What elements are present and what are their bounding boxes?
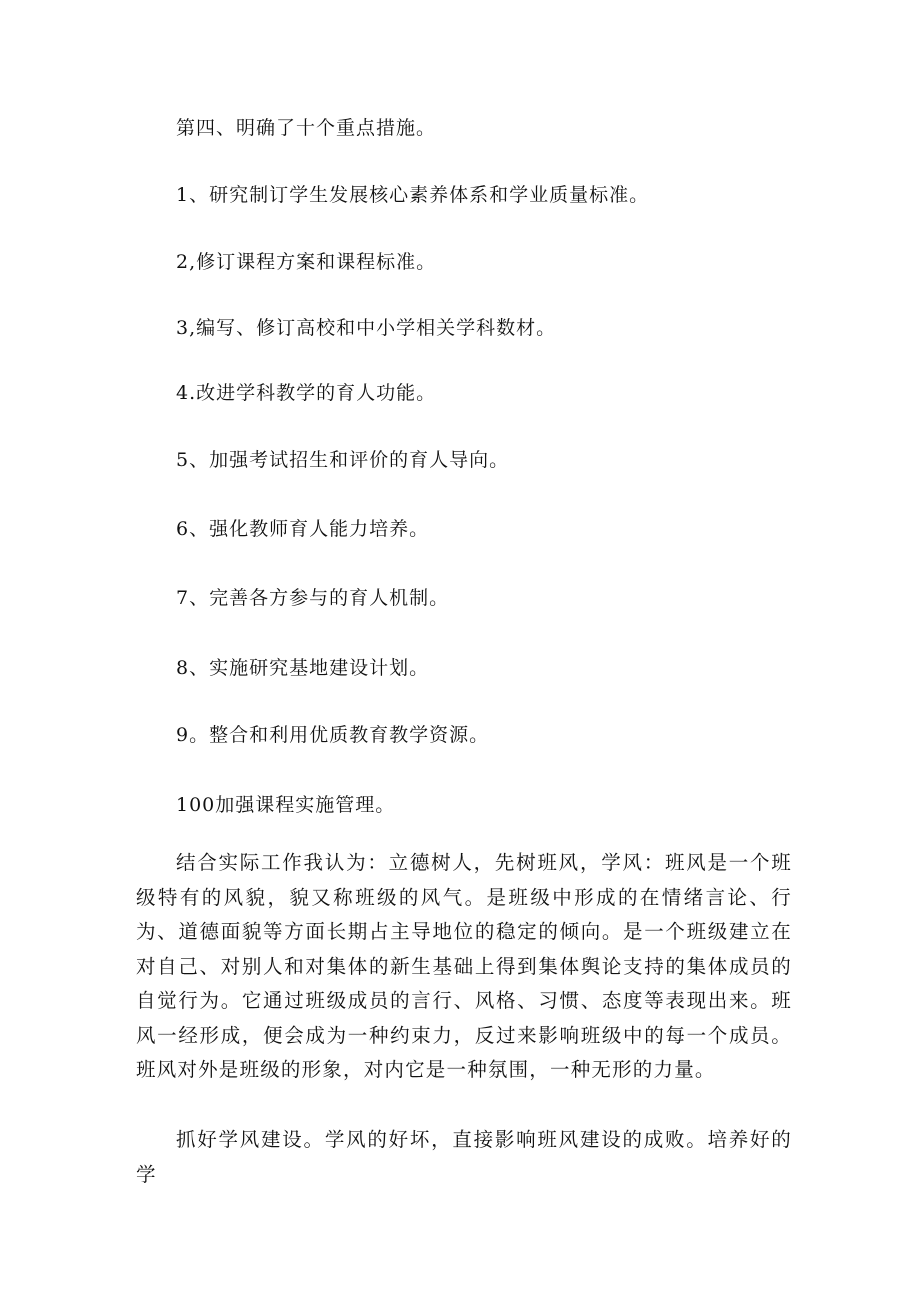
measure-item-7: 7、完善各方参与的育人机制。 xyxy=(176,587,450,609)
measure-item-3: 3,编写、修订高校和中小学相关学科数材。 xyxy=(176,317,557,339)
measure-item-5: 5、加强考试招生和评价的育人导向。 xyxy=(176,449,510,471)
measure-item-1: 1、研究制订学生发展核心素养体系和学业质量标准。 xyxy=(176,184,650,206)
measure-item-6: 6、强化教师育人能力培养。 xyxy=(176,518,430,540)
measure-item-8: 8、实施研究基地建设计划。 xyxy=(176,657,430,679)
section-heading: 第四、明确了十个重点措施。 xyxy=(176,117,437,139)
body-paragraph-1: 结合实际工作我认为：立德树人，先树班风，学风：班风是一个班级特有的风貌，貌又称班级的风气。是班级中形成的在情绪言论、行为、道德面貌等方面长期占主导地位的稳定的倾向。是一个班级建立在对自己、对别人和对集体的新生基础上得到集体舆论支持的集体成员的自觉行为。它通过班级成员的言行、风格、习惯、态度等表现出来。班风一经形成，便会成为一种约束力，反过来影响班级中的每一个成员。班风对外是班级的形象，对内它是一种氛围，一种无形的力量。 xyxy=(136,851,792,1081)
measure-item-9: 9。整合和利用优质教育教学资源。 xyxy=(176,724,490,746)
measure-item-2: 2,修订课程方案和课程标准。 xyxy=(176,251,437,273)
measure-item-4: 4.改进学科教学的育人功能。 xyxy=(176,382,437,404)
measure-item-10: 100加强课程实施管理。 xyxy=(176,794,396,816)
body-paragraph-2: 抓好学风建设。学风的好坏，直接影响班风建设的成败。培养好的学 xyxy=(136,1128,792,1186)
